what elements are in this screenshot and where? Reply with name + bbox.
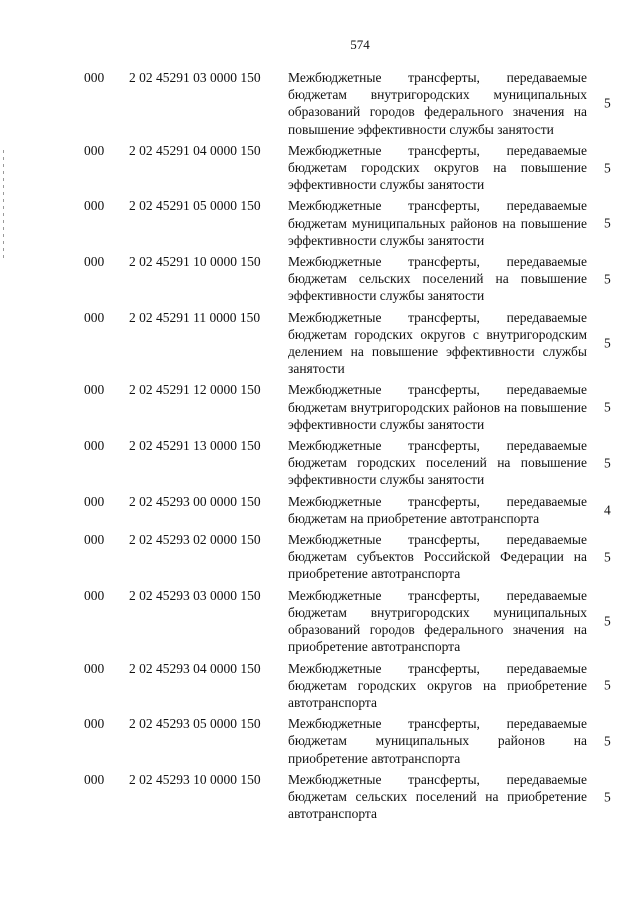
- table-row: [0, 253, 640, 305]
- budget-classification-code: 2 02 45293 03 0000 150: [129, 587, 261, 603]
- row-description: Межбюджетные трансферты, передаваемые бюджетам внутригородских муниципальных образований городов федерального значения на повышение эффективности службы занятости: [288, 70, 587, 137]
- row-description: Межбюджетные трансферты, передаваемые бюджетам сельских поселений на приобретение автотранспорта: [288, 771, 587, 822]
- row-value: 5: [604, 613, 611, 629]
- row-description: Межбюджетные трансферты, передаваемые бюджетам городских округов на повышение эффективности службы занятости: [288, 142, 587, 193]
- table-row: [0, 715, 640, 767]
- table-row: [0, 493, 640, 527]
- budget-classification-code: 2 02 45293 04 0000 150: [129, 660, 261, 676]
- admin-code: 000: [84, 382, 105, 398]
- admin-code: 000: [84, 716, 105, 732]
- row-value: 5: [604, 335, 611, 351]
- table-row: [0, 587, 640, 656]
- row-value: 5: [604, 788, 611, 804]
- table-row: [0, 381, 640, 433]
- table-row: [0, 309, 640, 378]
- row-description: Межбюджетные трансферты, передаваемые бюджетам городских округов с внутригородским делением на повышение эффективности службы занятости: [288, 309, 587, 377]
- budget-classification-code: 2 02 45291 10 0000 150: [129, 254, 261, 270]
- budget-classification-code: 2 02 45293 05 0000 150: [129, 716, 261, 732]
- row-description: Межбюджетные трансферты, передаваемые бюджетам сельских поселений на повышение эффективности службы занятости: [288, 254, 587, 304]
- row-value: 5: [604, 677, 611, 693]
- admin-code: 000: [84, 142, 105, 158]
- budget-classification-code: 2 02 45293 00 0000 150: [129, 493, 261, 509]
- row-value: 5: [604, 399, 611, 415]
- budget-classification-code: 2 02 45291 11 0000 150: [129, 309, 261, 325]
- row-value: 5: [604, 733, 611, 749]
- budget-classification-code: 2 02 45293 10 0000 150: [129, 771, 261, 787]
- table-row: [0, 69, 640, 138]
- row-value: 5: [604, 160, 611, 176]
- row-value: 5: [604, 271, 611, 287]
- budget-classification-code: 2 02 45291 12 0000 150: [129, 382, 261, 398]
- row-description: Межбюджетные трансферты, передаваемые бюджетам муниципальных районов на повышение эффективности службы занятости: [288, 198, 587, 248]
- row-description: Межбюджетные трансферты, передаваемые бюджетам на приобретение автотранспорта: [288, 493, 587, 526]
- table-row: [0, 142, 640, 194]
- budget-code-table: [0, 69, 640, 826]
- budget-classification-code: 2 02 45291 03 0000 150: [129, 70, 261, 85]
- row-description: Межбюджетные трансферты, передаваемые бюджетам городских поселений на повышение эффективности службы занятости: [288, 438, 587, 488]
- admin-code: 000: [84, 532, 105, 548]
- row-description: Межбюджетные трансферты, передаваемые бюджетам муниципальных районов на приобретение автотранспорта: [288, 716, 587, 766]
- admin-code: 000: [84, 198, 105, 214]
- row-description: Межбюджетные трансферты, передаваемые бюджетам внутригородских муниципальных образований городов федерального значения на приобретение автотранспорта: [288, 587, 587, 655]
- admin-code: 000: [84, 70, 105, 85]
- admin-code: 000: [84, 309, 105, 325]
- table-row: [0, 531, 640, 583]
- budget-classification-code: 2 02 45293 02 0000 150: [129, 532, 261, 548]
- row-value: 5: [604, 455, 611, 471]
- admin-code: 000: [84, 493, 105, 509]
- admin-code: 000: [84, 254, 105, 270]
- admin-code: 000: [84, 587, 105, 603]
- admin-code: 000: [84, 771, 105, 787]
- table-row: [0, 437, 640, 489]
- admin-code: 000: [84, 660, 105, 676]
- row-description: Межбюджетные трансферты, передаваемые бюджетам субъектов Российской Федерации на приобретение автотранспорта: [288, 532, 587, 582]
- row-description: Межбюджетные трансферты, передаваемые бюджетам городских округов на приобретение автотранспорта: [288, 660, 587, 710]
- page-number: 574: [350, 37, 370, 52]
- admin-code: 000: [84, 438, 105, 454]
- row-description: Межбюджетные трансферты, передаваемые бюджетам внутригородских районов на повышение эффективности службы занятости: [288, 382, 587, 432]
- row-value: 5: [604, 215, 611, 231]
- row-value: 5: [604, 95, 611, 111]
- table-row: [0, 660, 640, 712]
- budget-classification-code: 2 02 45291 04 0000 150: [129, 142, 261, 158]
- row-value: 4: [604, 502, 611, 518]
- table-row: [0, 771, 640, 823]
- row-value: 5: [604, 549, 611, 565]
- budget-classification-code: 2 02 45291 05 0000 150: [129, 198, 261, 214]
- table-row: [0, 197, 640, 249]
- budget-classification-code: 2 02 45291 13 0000 150: [129, 438, 261, 454]
